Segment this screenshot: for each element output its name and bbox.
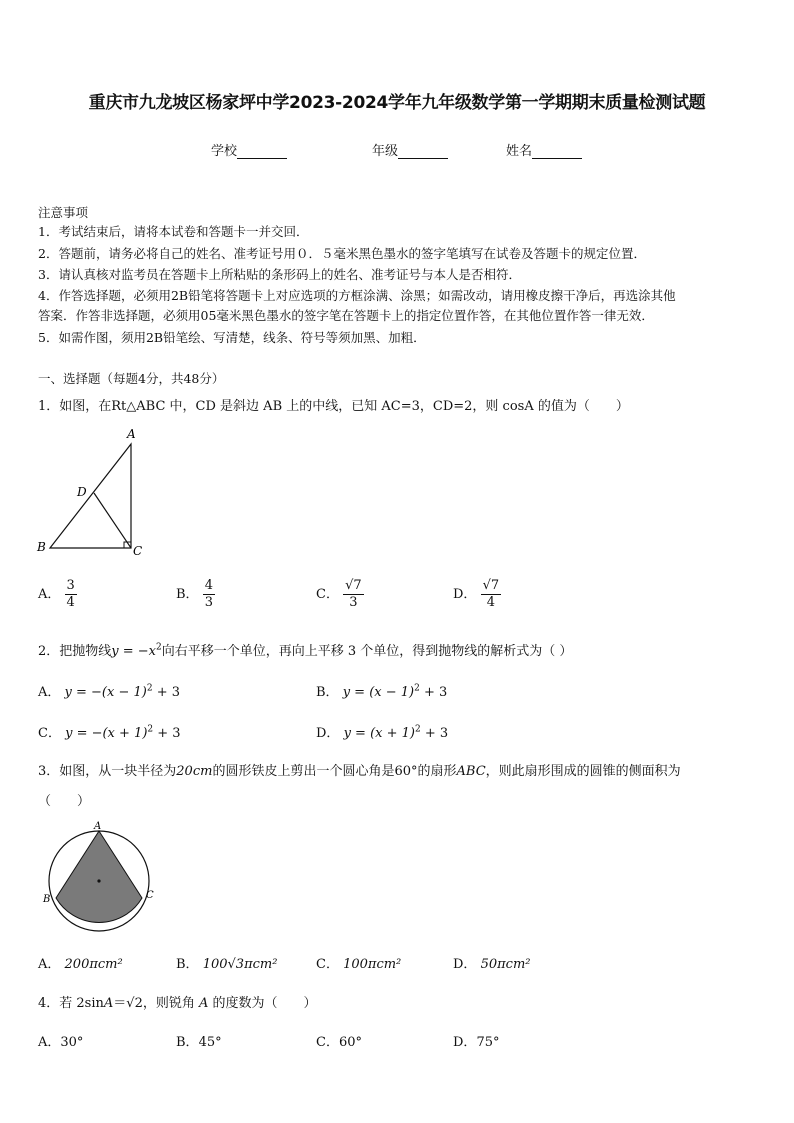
vertex-label-a: A — [127, 427, 136, 441]
question-3-stem: 3．如图，从一块半径为20cm的圆形铁皮上剪出一个圆心角是60°的扇形ABC，则此扇形围成的圆锥的侧面积为 — [38, 764, 681, 779]
q1-option-b[interactable]: B． $\frac{4}{3}$ — [176, 578, 213, 610]
q1-option-a[interactable]: A． $\frac{3}{4}$ — [38, 578, 75, 610]
school-label: 学校 — [211, 144, 238, 159]
q1-option-d[interactable]: D． $\frac{√7}{4}$ — [453, 578, 500, 610]
grade-field[interactable] — [372, 140, 448, 159]
q2-option-c[interactable]: C． $y = -(x + 1)^2 + 3$ — [38, 724, 181, 741]
note-item: 2．答题前，请务必将自己的姓名、准考证号用０．５毫米黑色墨水的签字笔填写在试卷及答题卡的规定位置． — [38, 246, 646, 261]
vertex-label-d: D — [77, 485, 87, 499]
q4-option-d[interactable]: D．75° — [453, 1035, 500, 1050]
question-1-stem: 1．如图，在Rt△ABC 中，CD 是斜边 AB 上的中线，已知 AC=3，CD=2，则 cosA 的值为（ ） — [38, 399, 629, 414]
q2-option-d[interactable]: D． $y = (x + 1)^2 + 3$ — [316, 724, 449, 741]
q3-option-d[interactable]: D． 50πcm² — [453, 957, 531, 972]
sector-label-a: A — [94, 821, 102, 832]
q3-option-b[interactable]: B． 100√3πcm² — [176, 957, 278, 972]
section-heading: 一、选择题（每题4分，共48分） — [38, 371, 225, 386]
q3-option-a[interactable]: A． 200πcm² — [38, 957, 123, 972]
q4-option-b[interactable]: B．45° — [176, 1035, 222, 1050]
question-3-stem-cont: （ ） — [38, 794, 91, 809]
notes-heading: 注意事项 — [38, 205, 89, 220]
note-item: 5．如需作图，须用2B铅笔绘、写清楚，线条、符号等须加黑、加粗． — [38, 330, 426, 345]
triangle-figure — [30, 424, 160, 564]
school-field[interactable] — [211, 140, 287, 159]
note-item: 1．考试结束后，请将本试卷和答题卡一并交回． — [38, 224, 309, 239]
note-item: 4．作答选择题，必须用2B铅笔将答题卡上对应选项的方框涂满、涂黑；如需改动，请用橡皮擦干净后，再选涂其他 — [38, 288, 676, 303]
name-field[interactable] — [506, 140, 582, 159]
question-4-stem: 4．若 2sinA＝√2，则锐角 A 的度数为（ ） — [38, 996, 317, 1011]
note-item: 答案．作答非选择题，必须用05毫米黑色墨水的签字笔在答题卡上的指定位置作答，在其他位置作答一律无效． — [38, 308, 654, 323]
sector-label-c: C — [146, 890, 154, 901]
note-item: 3．请认真核对监考员在答题卡上所粘贴的条形码上的姓名、准考证号与本人是否相符． — [38, 267, 521, 282]
sector-figure — [38, 818, 168, 933]
sector-label-b: B — [43, 894, 51, 905]
page-title: 重庆市九龙坡区杨家坪中学2023-2024学年九年级数学第一学期期末质量检测试题 — [88, 93, 706, 113]
grade-label: 年级 — [372, 144, 399, 159]
q2-option-b[interactable]: B． $y = (x - 1)^2 + 3$ — [316, 683, 448, 700]
q4-option-a[interactable]: A．30° — [38, 1035, 84, 1050]
q2-option-a[interactable]: A． $y = -(x - 1)^2 + 3$ — [38, 683, 181, 700]
vertex-label-b: B — [37, 540, 46, 554]
vertex-label-c: C — [133, 544, 143, 558]
question-2-stem: 2．把抛物线$y = -x^2$向右平移一个单位，再向上平移 3 个单位，得到抛物线的解析式为（ ） — [38, 642, 573, 659]
name-label: 姓名 — [506, 144, 533, 159]
q3-option-c[interactable]: C． 100πcm² — [316, 957, 402, 972]
q1-option-c[interactable]: C． $\frac{√7}{3}$ — [316, 578, 362, 610]
q4-option-c[interactable]: C．60° — [316, 1035, 362, 1050]
